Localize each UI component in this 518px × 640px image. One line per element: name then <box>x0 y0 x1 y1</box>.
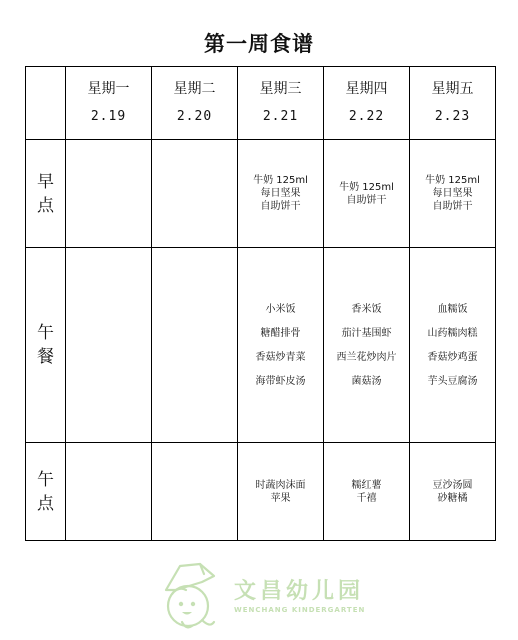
menu-item: 时蔬肉沫面 <box>255 479 306 491</box>
day-date: 2.20 <box>176 109 213 124</box>
menu-cell-mon-wudian <box>66 443 152 541</box>
menu-cell-fri-wudian <box>410 443 496 541</box>
day-date: 2.21 <box>262 109 299 124</box>
menu-item: 小米饭 <box>265 303 296 315</box>
kindergarten-logo <box>156 560 386 632</box>
menu-cell-wed-zaodian <box>238 140 324 248</box>
child-face-icon <box>156 560 226 632</box>
menu-item: 茄汁基围虾 <box>341 327 392 339</box>
menu-item: 自助饼干 <box>432 201 473 212</box>
header-row <box>26 67 496 140</box>
menu-item: 牛奶 125ml <box>339 181 394 193</box>
menu-item: 血糯饭 <box>437 303 468 315</box>
menu-item: 海带虾皮汤 <box>255 375 306 387</box>
menu-cell-fri-wucan <box>410 248 496 443</box>
meal-label-char: 早 <box>37 171 54 192</box>
menu-item: 每日坚果 <box>260 188 301 199</box>
menu-cell-fri-zaodian <box>410 140 496 248</box>
menu-item: 菌菇汤 <box>351 375 382 387</box>
day-header-tue <box>152 67 238 140</box>
day-name: 星期二 <box>173 81 216 97</box>
afternoon-snack-row <box>26 443 496 541</box>
menu-cell-mon-wucan <box>66 248 152 443</box>
meal-label-char: 午 <box>37 469 54 490</box>
day-name: 星期三 <box>259 81 302 97</box>
menu-item: 香菇炒青菜 <box>255 351 306 363</box>
menu-cell-thu-zaodian <box>324 140 410 248</box>
kindergarten-subtitle: WENCHANG KINDERGARTEN <box>234 606 366 614</box>
menu-item: 香米饭 <box>351 303 382 315</box>
meal-label-zaodian <box>26 140 66 248</box>
breakfast-snack-row <box>26 140 496 248</box>
menu-title: 第一周食谱 <box>204 32 314 56</box>
menu-cell-tue-wudian <box>152 443 238 541</box>
meal-label-char: 午 <box>37 323 54 343</box>
day-name: 星期四 <box>345 81 388 97</box>
menu-item: 香菇炒鸡蛋 <box>427 351 478 363</box>
menu-item: 豆沙汤圆 <box>432 479 473 491</box>
menu-item: 芋头豆腐汤 <box>427 375 478 387</box>
menu-item: 牛奶 125ml <box>253 175 308 186</box>
day-header-wed <box>238 67 324 140</box>
day-header-fri <box>410 67 496 140</box>
menu-item: 糯红薯 <box>351 479 382 491</box>
meal-label-char: 餐 <box>37 347 54 367</box>
menu-item: 每日坚果 <box>432 188 473 199</box>
menu-item: 山药糯肉糕 <box>427 327 478 339</box>
menu-cell-wed-wudian <box>238 443 324 541</box>
meal-label-wudian <box>26 443 66 541</box>
menu-item: 苹果 <box>270 492 291 504</box>
menu-item: 糖醋排骨 <box>260 327 301 339</box>
menu-item: 自助饼干 <box>346 194 387 206</box>
menu-item: 砂糖橘 <box>437 492 468 504</box>
day-name: 星期五 <box>431 81 474 97</box>
menu-cell-thu-wudian <box>324 443 410 541</box>
menu-cell-wed-wucan <box>238 248 324 443</box>
day-date: 2.22 <box>348 109 385 124</box>
menu-cell-tue-zaodian <box>152 140 238 248</box>
meal-label-wucan <box>26 248 66 443</box>
meal-label-char: 点 <box>37 493 54 514</box>
kindergarten-name: 文昌幼儿园 <box>234 579 365 604</box>
day-header-mon <box>66 67 152 140</box>
day-name: 星期一 <box>87 81 130 97</box>
day-date: 2.23 <box>434 109 471 124</box>
menu-item: 牛奶 125ml <box>425 175 480 186</box>
day-header-thu <box>324 67 410 140</box>
corner-cell <box>26 67 66 140</box>
menu-item: 西兰花炒肉片 <box>336 351 397 363</box>
menu-cell-thu-wucan <box>324 248 410 443</box>
menu-cell-tue-wucan <box>152 248 238 443</box>
menu-cell-mon-zaodian <box>66 140 152 248</box>
meal-label-char: 点 <box>37 195 54 216</box>
day-date: 2.19 <box>90 109 127 124</box>
lunch-row <box>26 248 496 443</box>
weekly-menu-table <box>25 66 496 541</box>
menu-item: 千禧 <box>356 492 377 504</box>
menu-item: 自助饼干 <box>260 201 301 212</box>
